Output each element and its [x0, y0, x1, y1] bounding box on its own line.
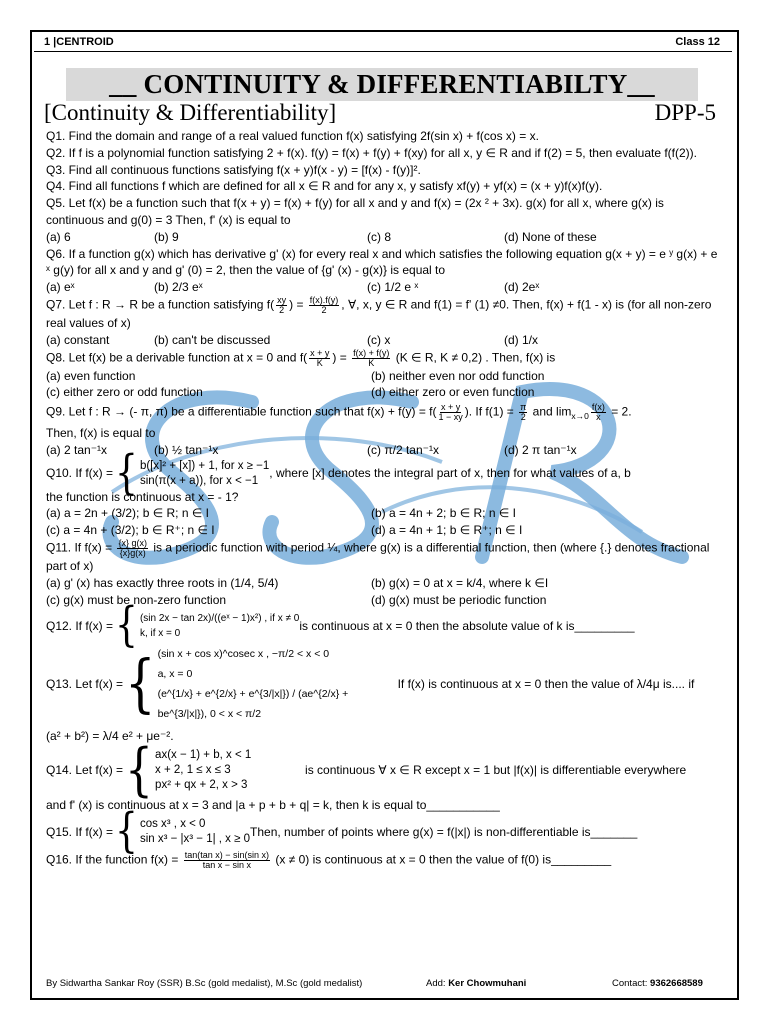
option: (b) ½ tan⁻¹x: [154, 442, 219, 457]
header-divider: [34, 51, 732, 52]
option: (b) 9: [154, 229, 179, 244]
question-11-options: [46, 575, 722, 609]
option: (c) x: [367, 332, 391, 347]
piecewise-cases: cos x³ , x < 0 sin x³ − |x³ − 1| , x ≥ 0: [139, 817, 251, 845]
option: (b) a = 4n + 2; b ∈ R; n ∈ I: [371, 506, 516, 521]
option: (a) eˣ: [46, 280, 75, 295]
header-class-label: Class 12: [675, 36, 720, 48]
option: (a) g' (x) has exactly three roots in (1/4, 5/4): [46, 575, 279, 590]
footer-contact: Contact: 9362668589: [612, 978, 703, 989]
question-9-line2: Then, f(x) is equal to: [46, 426, 156, 441]
topic-subtitle: [Continuity & Differentiability]: [44, 100, 337, 125]
fraction: $\frac{f(x).f(y)}{2}$: [309, 294, 339, 315]
option: (c) π/2 tan⁻¹x: [367, 442, 439, 457]
footer-address: Add: Ker Chowmuhani: [426, 978, 527, 989]
header-page-label: 1 |CENTROID: [44, 36, 114, 48]
piecewise-cases: ax(x − 1) + b, x < 1 x + 2, 1 ≤ x ≤ 3 px² + qx + 2, x > 3: [155, 749, 252, 792]
question-11: Q11. If f(x) = $\frac{\{x\} g(x)}{\{x\}g(x)}$ is a periodic function with period ¼, where g(x) is a differential function, then (where {.} denotes fractional part of x): [46, 538, 710, 573]
option: (d) 2 π tan⁻¹x: [504, 442, 577, 457]
fraction: $\frac{x + y}{K}$: [310, 347, 330, 368]
option: (c) g(x) must be non-zero function: [46, 592, 227, 607]
fraction: $\frac{\pi}{2}$: [520, 402, 527, 423]
question-5: Q5. Let f(x) be a function such that f(x + y) = f(x) + f(y) for all x and y and f(x) = (2x ² + 3x). g(x) for all x, where g(x) is continuous and g(0) = 3 Then, f' (x) is equal to: [46, 196, 664, 227]
page-title: __ CONTINUITY & DIFFERENTIABILTY__: [66, 68, 698, 101]
footer-author: By Sidwartha Sankar Roy (SSR) B.Sc (gold medalist), M.Sc (gold medalist): [46, 978, 363, 989]
question-9: Q9. Let f : R → (- π, π) be a differentiable function such that f(x) + f(y) = f( $\frac{x + y}{1 - xy}$ ). If f(1) = $\frac{\pi}{2}$ and $\lim_{x\to 0}$ $\frac{f(x)}{x}$ = 2.: [46, 402, 632, 423]
option: (d) 1/x: [504, 332, 539, 347]
option: (d) either zero or even function: [371, 385, 535, 400]
question-7-options: [46, 332, 722, 349]
piecewise-cases: (sin 2x − tan 2x)/((eˣ − 1)x²) , if x ≠ 0 k, if x = 0: [139, 613, 300, 640]
question-8-options: [46, 368, 722, 402]
option: (d) a = 4n + 1; b ∈ R⁺; n ∈ I: [371, 523, 523, 538]
question-12: Q12. If f(x) = { (sin 2x − tan 2x)/((eˣ − 1)x²) , if x ≠ 0 k, if x = 0 is continuous at x = 0 then the absolute value of k is_________: [46, 599, 635, 653]
option: (c) a = 4n + (3/2); b ∈ R⁺; n ∈ I: [46, 523, 215, 538]
option: (a) a = 2n + (3/2); b ∈ R; n ∈ I: [46, 506, 209, 521]
option: (a) even function: [46, 368, 136, 383]
question-1: Q1. Find the domain and range of a real valued function f(x) satisfying 2f(sin x) + f(cos x) = x.: [46, 129, 539, 143]
piecewise-cases: b([x]² + [x]) + 1, for x ≥ −1 sin(π(x + a)), for x < −1: [139, 459, 270, 487]
option: (a) 2 tan⁻¹x: [46, 442, 108, 457]
question-4: Q4. Find all functions f which are defined for all x ∈ R and for any x, y satisfy xf(y) + yf(x) = (x + y)f(x)f(y).: [46, 179, 603, 194]
piecewise-cases: (sin x + cos x)^cosec x , −π/2 < x < 0 a, x = 0 (e^{1/x} + e^{2/x} + e^{3/|x|}) / (ae^{2/x} + be^{3/|x|}), 0 < x < π/2: [157, 648, 349, 721]
question-7: Q7. Let f : R → R be a function satisfying f( $\frac{xy}{2}$ ) = $\frac{f(x).f(y)}{2}$ , ∀, x, y ∈ R and f(1) = f' (1) ≠0. Then, f(x) + f(1 - x) is (for all non-zero real values of x): [46, 294, 712, 330]
question-list: [46, 128, 722, 870]
question-16: Q16. If the function f(x) = $\frac{\text{tan(tan x) − sin(sin x)}}{\text{tan x − sin x}}$ (x ≠ 0) is continuous at x = 0 then the value of f(0) is_________: [46, 849, 612, 870]
question-5-options: [46, 229, 722, 246]
option: (b) can't be discussed: [154, 332, 271, 347]
dpp-number: DPP-5: [654, 100, 716, 125]
option: (b) neither even nor odd function: [371, 368, 545, 383]
question-13: Q13. Let f(x) = { (sin x + cos x)^cosec x , −π/2 < x < 0 a, x = 0 (e^{1/x} + e^{2/x} + e^{3/|x|}) / (ae^{2/x} + be^{3/|x|}), 0 < x < π/2 If f(x) is continuous at x = 0 then the value of λ/4μ is.... if: [46, 644, 722, 724]
option: (a) constant: [46, 332, 110, 347]
question-6: Q6. If a function g(x) which has derivative g' (x) for every real x and which satisfies the following equation g(x + y) = e ʸ g(x) + e ˣ g(y) for all x and y and g' (0) = 2, then the value of {g' (x) - g(x)} is equal to: [46, 246, 718, 278]
option: (d) g(x) must be periodic function: [371, 592, 547, 607]
question-14-line2: and f' (x) is continuous at x = 3 and |a + p + b + q| = k, then k is equal to___________: [46, 798, 500, 813]
question-13-line2: (a² + b²) = λ/4 e² + μe⁻².: [46, 729, 174, 744]
option: (b) g(x) = 0 at x = k/4, where k ∈I: [371, 575, 549, 590]
fraction: $\frac{\{x\} g(x)}{\{x\}g(x)}$: [118, 538, 147, 558]
question-10: Q10. If f(x) = { b([x]² + [x]) + 1, for x ≥ −1 sin(π(x + a)), for x < −1 , where [x] denotes the integral part of x, then for what values of a, b: [46, 446, 631, 500]
option: (d) None of these: [504, 229, 597, 244]
question-9-options: [46, 442, 722, 459]
option: (b) 2/3 eˣ: [154, 280, 203, 295]
fraction: $\frac{f(x)}{x}$: [591, 402, 605, 423]
fraction: $\frac{xy}{2}$: [277, 294, 287, 315]
option: (d) 2eˣ: [504, 280, 540, 295]
question-10-options: [46, 505, 722, 539]
question-15: Q15. If f(x) = { cos x³ , x < 0 sin x³ − |x³ − 1| , x ≥ 0 Then, number of points where g(x) = f(|x|) is non-differentiable is_______: [46, 804, 638, 858]
question-6-options: [46, 279, 722, 296]
fraction: $\frac{f(x) + f(y)}{K}$: [353, 347, 390, 368]
question-10-line2: the function is continuous at x = - 1?: [46, 489, 239, 504]
option: (c) either zero or odd function: [46, 385, 203, 400]
option: (c) 8: [367, 229, 391, 244]
question-8: Q8. Let f(x) be a derivable function at x = 0 and f( $\frac{x + y}{K}$ ) = $\frac{f(x) + f(y)}{K}$ (K ∈ R, K ≠ 0,2) . Then, f(x) is: [46, 347, 556, 368]
option: (a) 6: [46, 229, 71, 244]
fraction: $\frac{x + y}{1 - xy}$: [438, 402, 463, 423]
option: (c) 1/2 e ˣ: [367, 280, 419, 295]
question-14: Q14. Let f(x) = { ax(x − 1) + b, x < 1 x + 2, 1 ≤ x ≤ 3 px² + qx + 2, x > 3 is continuous ∀ x ∈ R except x = 1 but |f(x)| is differentiable everywhere: [46, 736, 687, 804]
question-3: Q3. Find all continuous functions satisfying f(x + y)f(x - y) = [f(x) - f(y)]².: [46, 162, 421, 177]
fraction: $\frac{\text{tan(tan x) − sin(sin x)}}{\text{tan x − sin x}}$: [184, 849, 270, 870]
question-2: Q2. If f is a polynomial function satisfying 2 + f(x). f(y) = f(x) + f(y) + f(xy) for all x, y ∈ R and if f(2) = 5, then evaluate f(f(2)).: [46, 145, 698, 160]
